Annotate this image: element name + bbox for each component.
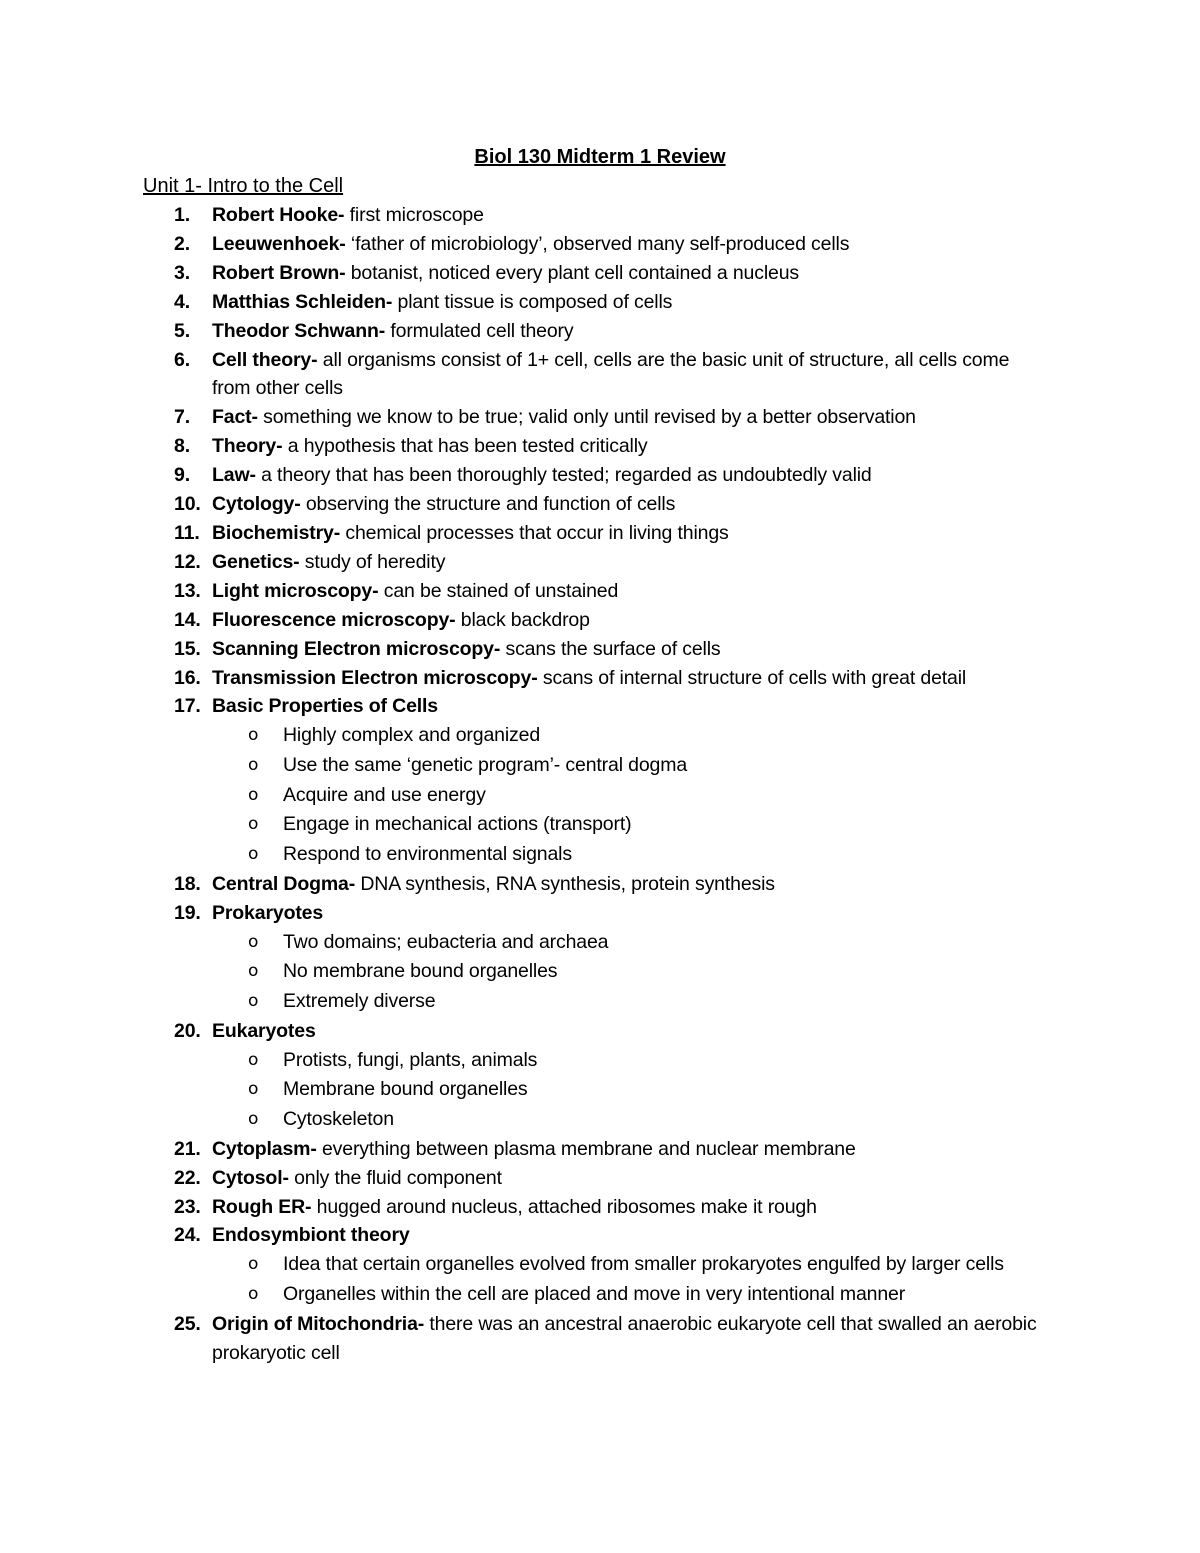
list-item	[0, 1310, 1052, 1368]
item-definition: first microscope	[344, 204, 484, 226]
item-term: Theory-	[212, 435, 283, 458]
item-number: 1.	[174, 204, 190, 226]
list-item	[0, 1164, 1052, 1193]
list-item	[0, 519, 1052, 548]
item-number: 20.	[174, 1019, 201, 1042]
item-term: Theodor Schwann-	[212, 319, 386, 342]
item-definition: can be stained of unstained	[378, 579, 619, 602]
item-definition: study of heredity	[299, 550, 446, 573]
sub-bullet-item	[0, 1105, 1058, 1135]
item-term: Rough ER-	[212, 1195, 312, 1218]
circle-bullet-icon: o	[248, 1049, 259, 1070]
item-definition: a hypothesis that has been tested critically	[282, 435, 648, 458]
item-term: Eukaryotes	[212, 1019, 316, 1042]
item-term: Cytoplasm-	[212, 1137, 317, 1160]
item-number: 23.	[174, 1195, 201, 1218]
item-number: 4.	[174, 290, 190, 313]
circle-bullet-icon: o	[248, 755, 259, 776]
list-item	[0, 230, 1052, 259]
item-term: Biochemistry-	[212, 521, 341, 544]
item-number: 22.	[174, 1166, 201, 1189]
list-item	[0, 664, 1052, 693]
item-definition: scans of internal structure of cells with great detail	[537, 666, 967, 689]
list-item	[0, 346, 1052, 404]
circle-bullet-icon: o	[248, 1079, 259, 1100]
item-term: Cell theory-	[212, 348, 318, 371]
sub-bullet-item	[0, 1250, 1058, 1280]
list-item	[0, 692, 1052, 721]
list-item	[0, 432, 1052, 461]
circle-bullet-icon: o	[248, 1284, 259, 1305]
item-definition: there was an ancestral anaerobic eukaryote cell that swalled an aerobic prokaryotic cell	[212, 1312, 1037, 1364]
sub-bullet-item	[0, 1280, 1058, 1310]
sub-bullet-item	[0, 721, 1058, 751]
item-term: Robert Brown-	[212, 261, 346, 284]
item-number: 12.	[174, 550, 201, 573]
item-number: 21.	[174, 1137, 201, 1160]
item-definition: black backdrop	[455, 608, 590, 631]
sub-bullet-text: Idea that certain organelles evolved from smaller prokaryotes engulfed by larger cells	[283, 1253, 1004, 1276]
item-number: 16.	[174, 666, 201, 689]
sub-bullet-item	[0, 928, 1058, 958]
item-definition: observing the structure and function of cells	[300, 493, 676, 516]
sub-bullet-text: Highly complex and organized	[283, 724, 541, 747]
list-item	[0, 461, 1052, 490]
item-definition: only the fluid component	[288, 1166, 502, 1189]
item-term: Leeuwenhoek-	[212, 232, 346, 255]
item-number: 15.	[174, 637, 201, 660]
list-item	[0, 1221, 1052, 1250]
item-term: Light microscopy-	[212, 579, 379, 602]
unit-heading: Unit 1- Intro to the Cell	[143, 175, 344, 197]
list-item	[0, 201, 1052, 230]
sub-bullet-text: No membrane bound organelles	[283, 960, 558, 983]
review-list	[0, 201, 1200, 1368]
item-number: 10.	[174, 493, 201, 516]
circle-bullet-icon: o	[248, 844, 259, 865]
item-definition: formulated cell theory	[385, 319, 574, 342]
item-number: 9.	[174, 464, 190, 487]
item-term: Central Dogma-	[212, 872, 356, 895]
list-item	[0, 288, 1052, 317]
item-term: Scanning Electron microscopy-	[212, 637, 501, 660]
item-definition: ‘father of microbiology’, observed many self-produced cells	[345, 232, 850, 255]
item-term: Genetics-	[212, 550, 300, 573]
list-item	[0, 635, 1052, 664]
sub-bullet-text: Membrane bound organelles	[283, 1078, 528, 1101]
item-term: Law-	[212, 464, 256, 487]
list-item	[0, 548, 1052, 577]
item-number: 25.	[174, 1312, 201, 1335]
sub-bullet-item	[0, 1046, 1058, 1076]
circle-bullet-icon: o	[248, 1109, 259, 1130]
list-item	[0, 1017, 1052, 1046]
item-number: 8.	[174, 435, 190, 458]
item-number: 14.	[174, 608, 201, 631]
sub-bullet-item	[0, 840, 1058, 870]
sub-bullet-item	[0, 751, 1058, 781]
circle-bullet-icon: o	[248, 725, 259, 746]
sub-bullet-item	[0, 810, 1058, 840]
item-number: 2.	[174, 232, 190, 255]
circle-bullet-icon: o	[248, 814, 259, 835]
list-item	[0, 870, 1052, 899]
circle-bullet-icon: o	[248, 1254, 259, 1275]
item-term: Basic Properties of Cells	[212, 695, 439, 718]
item-definition: botanist, noticed every plant cell contained a nucleus	[345, 261, 800, 284]
item-number: 19.	[174, 901, 201, 924]
item-term: Fluorescence microscopy-	[212, 608, 456, 631]
item-term: Origin of Mitochondria-	[212, 1312, 425, 1335]
item-term: Transmission Electron microscopy-	[212, 666, 538, 689]
item-definition: all organisms consist of 1+ cell, cells are the basic unit of structure, all cells come from other cells	[212, 348, 1010, 400]
item-definition: chemical processes that occur in living things	[340, 521, 729, 544]
item-definition: a theory that has been thoroughly tested; regarded as undoubtedly valid	[255, 464, 872, 487]
item-number: 11.	[174, 521, 200, 544]
circle-bullet-icon: o	[248, 784, 259, 805]
sub-bullet-text: Respond to environmental signals	[283, 843, 572, 866]
item-number: 7.	[174, 406, 190, 429]
sub-bullet-text: Extremely diverse	[283, 990, 436, 1013]
sub-bullet-item	[0, 957, 1058, 987]
list-item	[0, 899, 1052, 928]
item-term: Cytology-	[212, 493, 301, 516]
item-number: 5.	[174, 319, 190, 342]
item-definition: scans the surface of cells	[500, 637, 721, 660]
item-definition: DNA synthesis, RNA synthesis, protein synthesis	[355, 872, 775, 895]
circle-bullet-icon: o	[248, 961, 259, 982]
sub-bullet-item	[0, 1075, 1058, 1105]
list-item	[0, 1193, 1052, 1222]
sub-bullet-item	[0, 987, 1058, 1017]
item-number: 3.	[174, 261, 190, 284]
sub-bullet-text: Protists, fungi, plants, animals	[283, 1048, 538, 1071]
list-item	[0, 1135, 1052, 1164]
sub-bullet-text: Acquire and use energy	[283, 783, 486, 806]
circle-bullet-icon: o	[248, 931, 259, 952]
item-term: Robert Hooke-	[212, 204, 345, 226]
item-definition: everything between plasma membrane and nuclear membrane	[316, 1137, 856, 1160]
item-term: Prokaryotes	[212, 901, 324, 924]
item-term: Matthias Schleiden-	[212, 290, 393, 313]
item-number: 24.	[174, 1224, 201, 1247]
item-number: 13.	[174, 579, 201, 602]
page-title: Biol 130 Midterm 1 Review	[474, 146, 726, 168]
item-term: Cytosol-	[212, 1166, 289, 1189]
item-definition: hugged around nucleus, attached ribosomes make it rough	[311, 1195, 817, 1218]
item-number: 18.	[174, 872, 201, 895]
item-number: 6.	[174, 348, 190, 371]
item-term: Endosymbiont theory	[212, 1224, 410, 1247]
list-item	[0, 259, 1052, 288]
list-item	[0, 403, 1052, 432]
sub-bullet-text: Two domains; eubacteria and archaea	[283, 930, 609, 953]
circle-bullet-icon: o	[248, 991, 259, 1012]
sub-bullet-item	[0, 781, 1058, 811]
sub-bullet-text: Organelles within the cell are placed and move in very intentional manner	[283, 1283, 906, 1306]
item-term: Fact-	[212, 406, 258, 429]
item-definition: plant tissue is composed of cells	[392, 290, 673, 313]
sub-bullet-text: Cytoskeleton	[283, 1108, 394, 1131]
list-item	[0, 577, 1052, 606]
sub-bullet-text: Use the same ‘genetic program’- central dogma	[283, 754, 688, 777]
item-definition: something we know to be true; valid only until revised by a better observation	[257, 406, 916, 429]
sub-bullet-text: Engage in mechanical actions (transport)	[283, 813, 632, 836]
item-number: 17.	[174, 695, 201, 718]
list-item	[0, 317, 1052, 346]
list-item	[0, 490, 1052, 519]
list-item	[0, 606, 1052, 635]
